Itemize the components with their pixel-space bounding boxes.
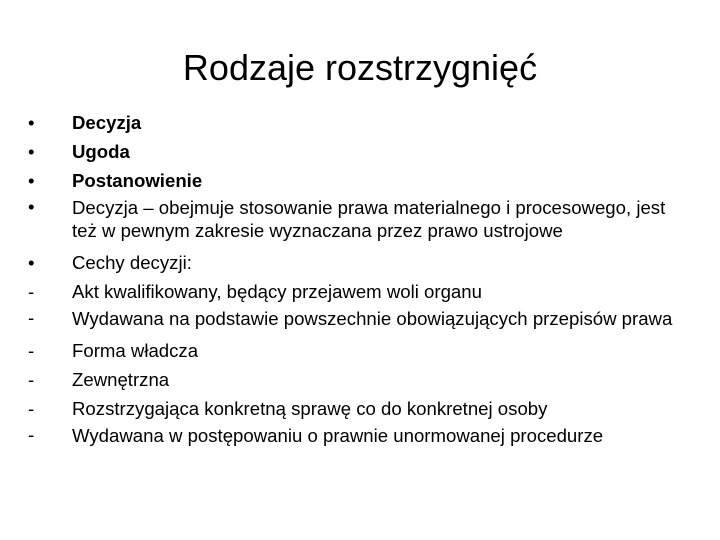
bullet-list — [28, 108, 688, 453]
list-item — [28, 137, 688, 166]
dash-icon: - — [28, 424, 35, 445]
dash-icon: - — [28, 281, 35, 302]
dash-icon: - — [28, 398, 35, 419]
list-item-text: Decyzja – obejmuje stosowanie prawa materialnego i procesowego, jest też w pewnym zakresie wyznaczana przez prawo ustrojowe — [72, 197, 666, 241]
list-item — [28, 336, 688, 365]
list-item — [28, 306, 688, 336]
bullet-icon: • — [28, 112, 35, 133]
list-item — [28, 277, 688, 306]
list-item-text: Postanowienie — [72, 170, 203, 191]
bullet-icon: • — [28, 141, 35, 162]
bullet-icon: • — [28, 252, 35, 273]
list-item-text: Rozstrzygająca konkretną sprawę co do konkretnej osoby — [72, 398, 548, 419]
dash-icon: - — [28, 307, 35, 328]
list-item — [28, 108, 688, 137]
list-item-text: Akt kwalifikowany, będący przejawem woli organu — [72, 281, 482, 302]
list-item — [28, 394, 688, 423]
list-item — [28, 423, 688, 453]
list-item — [28, 248, 688, 277]
list-item-text: Wydawana na podstawie powszechnie obowiązujących przepisów prawa — [72, 308, 673, 329]
list-item — [28, 365, 688, 394]
slide-title: Rodzaje rozstrzygnięć — [182, 47, 538, 88]
list-item — [28, 166, 688, 195]
list-item-text: Cechy decyzji: — [72, 252, 192, 273]
bullet-icon: • — [28, 196, 35, 217]
bullet-icon: • — [28, 170, 35, 191]
list-item-text: Ugoda — [72, 141, 130, 162]
list-item-text: Decyzja — [72, 112, 142, 133]
list-item-text: Forma władcza — [72, 340, 199, 361]
list-item-text: Wydawana w postępowaniu o prawnie unormowanej procedurze — [72, 425, 604, 446]
list-item-text: Zewnętrzna — [72, 369, 170, 390]
dash-icon: - — [28, 369, 35, 390]
dash-icon: - — [28, 340, 35, 361]
list-item — [28, 195, 688, 248]
